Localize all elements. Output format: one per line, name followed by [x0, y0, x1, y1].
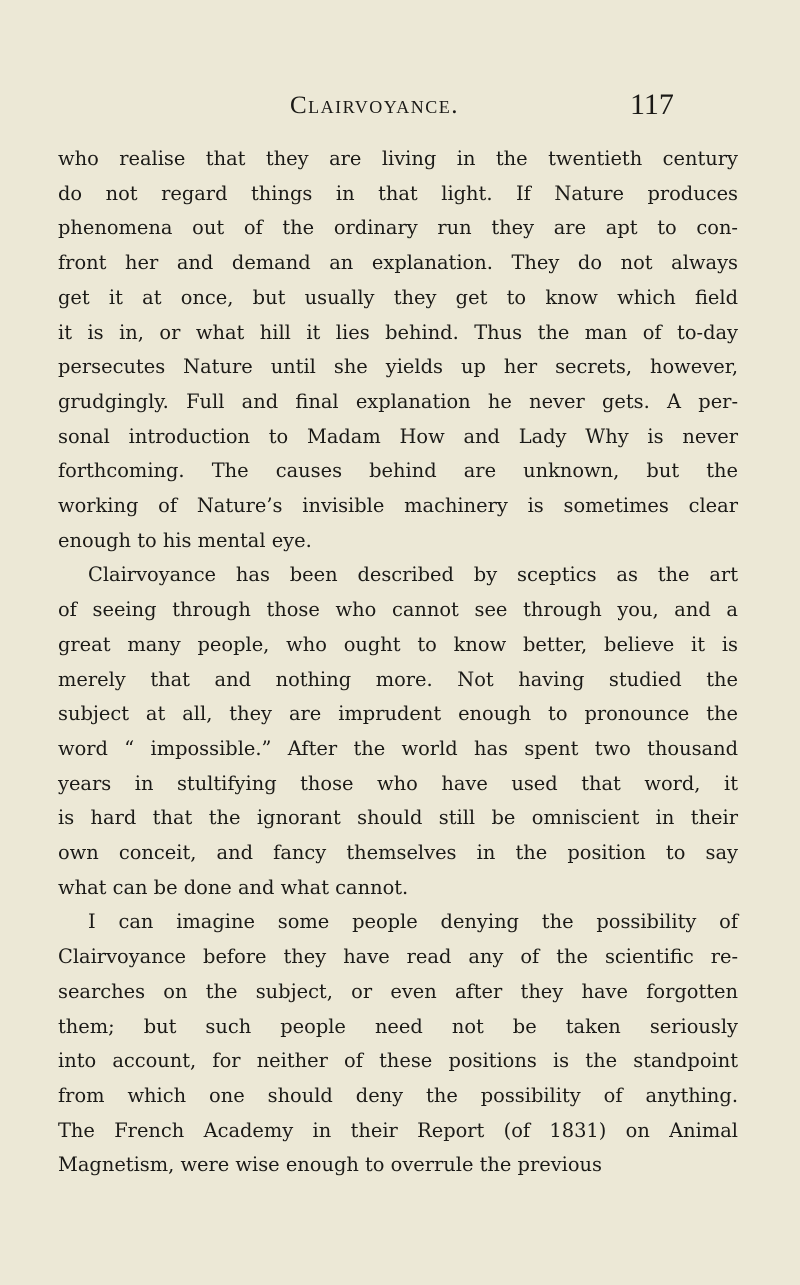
text-line: sonal introduction to Madam How and Lady Why is never [58, 424, 738, 448]
paragraph-2 [58, 558, 738, 905]
page-header [0, 88, 800, 132]
text-line: grudgingly. Full and final explanation he never gets. A per- [58, 389, 738, 413]
text-line: of seeing through those who cannot see through you, and a [58, 598, 738, 622]
text-line: from which one should deny the possibility of anything. [58, 1083, 738, 1107]
text-line: own conceit, and fancy themselves in the position to say [58, 841, 738, 865]
paragraph-1 [58, 142, 738, 558]
text-line: who realise that they are living in the twentieth century [58, 147, 738, 170]
text-line: get it at once, but usually they get to know which field [58, 285, 738, 309]
text-line: forthcoming. The causes behind are unknown, but the [58, 459, 738, 483]
text-line: them; but such people need not be taken seriously [58, 1014, 738, 1038]
text-line: searches on the subject, or even after they have forgotten [58, 979, 738, 1003]
text-line: merely that and nothing more. Not having studied the [58, 667, 738, 691]
body-text [58, 142, 738, 1183]
text-line: do not regard things in that light. If Nature produces [58, 181, 738, 205]
running-title: Clairvoyance. [290, 92, 459, 119]
text-line: Clairvoyance has been described by sceptics as the art [88, 563, 738, 587]
text-line: working of Nature’s invisible machinery is sometimes clear [58, 494, 738, 518]
text-line: I can imagine some people denying the possibility of [88, 910, 738, 934]
text-line: Magnetism, were wise enough to overrule the previous [58, 1153, 602, 1177]
text-line: years in stultifying those who have used that word, it [58, 771, 738, 795]
text-line: subject at all, they are imprudent enough to pronounce the [58, 702, 738, 726]
paragraph-3 [58, 905, 738, 1183]
page-number: 117 [630, 88, 674, 121]
text-line: phenomena out of the ordinary run they are apt to con- [58, 216, 738, 240]
text-line: word “ impossible.” After the world has spent two thousand [58, 736, 738, 760]
text-line: it is in, or what hill it lies behind. Thus the man of to-day [58, 320, 738, 344]
text-line: enough to his mental eye. [58, 528, 312, 552]
text-line: The French Academy in their Report (of 1831) on Animal [58, 1118, 738, 1142]
text-line: Clairvoyance before they have read any of the scientific re- [58, 945, 738, 969]
text-line: into account, for neither of these positions is the standpoint [58, 1049, 738, 1073]
text-line: front her and demand an explanation. They do not always [58, 251, 738, 275]
text-line: is hard that the ignorant should still be omniscient in their [58, 806, 738, 830]
text-line: great many people, who ought to know better, believe it is [58, 632, 738, 656]
text-line: what can be done and what cannot. [58, 875, 409, 899]
text-line: persecutes Nature until she yields up her secrets, however, [58, 355, 738, 379]
